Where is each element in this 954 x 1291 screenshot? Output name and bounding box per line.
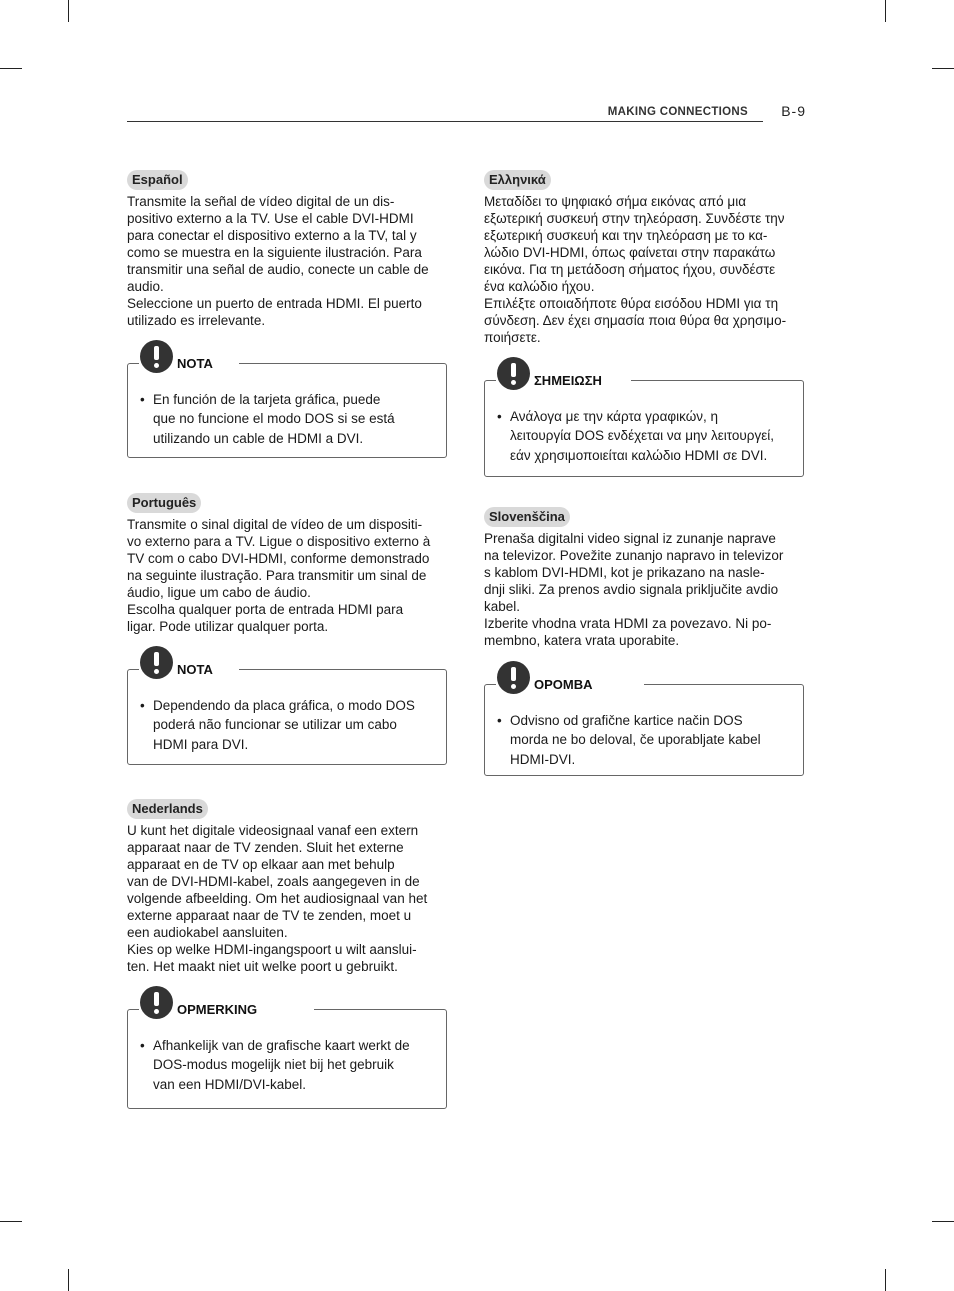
crop-mark (885, 1269, 886, 1291)
language-section-el (484, 170, 806, 346)
list-item: • Ανάλογα με την κάρτα γραφικών, η λειτουργία DOS ενδέχεται να μην λειτουργεί, εάν χρησιμοποιείται καλώδιο HDMI σε DVI. (497, 409, 774, 463)
section-body (484, 193, 806, 346)
language-section-sl (484, 507, 806, 649)
note-box (484, 661, 806, 781)
paragraph: Prenaša digitalni video signal iz zunanje naprave na televizor. Povežite zunanjo napravo in televizor s kablom DVI-HDMI, kot je prikazano na nasle- dnji sliki. Za prenos avdio signala priključite avdio kabel. (484, 531, 784, 614)
note-text: Odvisno od grafične kartice način DOS morda ne bo deloval, če uporabljate kabel HDMI-DVI. (510, 713, 761, 767)
paragraph: Escolha qualquer porta de entrada HDMI para ligar. Pode utilizar qualquer porta. (127, 602, 404, 634)
crop-mark (68, 0, 69, 22)
paragraph: Kies op welke HDMI-ingangspoort u wilt aanslui- ten. Het maakt niet uit welke poort u gebruikt. (127, 942, 417, 974)
note-list (497, 407, 790, 465)
note-label: OPMERKING (177, 1002, 258, 1017)
exclamation-icon (140, 986, 173, 1019)
crop-mark (68, 1269, 69, 1291)
note-text: Dependendo da placa gráfica, o modo DOS poderá não funcionar se utilizar um cabo HDMI para DVI. (153, 698, 415, 752)
header-rule (127, 121, 763, 122)
section-body (484, 530, 806, 649)
note-list (140, 390, 433, 448)
left-column (127, 170, 449, 1120)
page-number: B-9 (781, 103, 806, 119)
note-box (127, 646, 449, 766)
section-body (127, 822, 449, 975)
language-badge: Español (127, 170, 188, 190)
exclamation-icon (140, 340, 173, 373)
note-box (127, 340, 449, 460)
list-item: • Odvisno od grafične kartice način DOS morda ne bo deloval, če uporabljate kabel HDMI-DVI. (497, 713, 761, 767)
right-column (484, 170, 806, 790)
exclamation-icon (497, 661, 530, 694)
paragraph: Transmite o sinal digital de vídeo de um dispositi- vo externo para a TV. Ligue o dispositivo externo à TV com o cabo DVI-HDMI, conforme demonstrado na seguinte ilustração. Para transmitir um sinal de áudio, ligue um cabo de áudio. (127, 517, 431, 600)
note-label: ΣΗΜΕΙΩΣΗ (534, 373, 602, 388)
note-box (127, 986, 449, 1110)
paragraph: U kunt het digitale videosignaal vanaf een extern apparaat naar de TV zenden. Sluit het externe apparaat en de TV op elkaar aan met behulp van de DVI-HDMI-kabel, zoals aangegeven in de volgende afbeelding. Om het audiosignaal van het externe apparaat naar de TV te zenden, moet u een audiokabel aansluiten. (127, 823, 428, 940)
crop-mark (932, 68, 954, 69)
paragraph: Seleccione un puerto de entrada HDMI. El puerto utilizado es irrelevante. (127, 296, 422, 328)
language-badge: Português (127, 493, 201, 513)
crop-mark (885, 0, 886, 22)
note-label: NOTA (177, 356, 213, 371)
list-item: • Afhankelijk van de grafische kaart werkt de DOS-modus mogelijk niet bij het gebruik van een HDMI/DVI-kabel. (140, 1038, 410, 1092)
exclamation-icon (497, 357, 530, 390)
note-list (497, 711, 790, 769)
crop-mark (0, 68, 22, 69)
language-badge: Nederlands (127, 799, 208, 819)
note-list (140, 1036, 433, 1094)
language-badge: Ελληνικά (484, 170, 551, 190)
paragraph: Μεταδίδει το ψηφιακό σήμα εικόνας από μια εξωτερική συσκευή στην τηλεόραση. Συνδέστε την εξωτερική συσκευή και την τηλεόραση με το κα- λώδιο DVI-HDMI, όπως φαίνεται στην παρακάτω εικόνα. Για τη μετάδοση σήματος ήχου, συνδέστε ένα καλώδιο ήχου. (484, 194, 785, 294)
section-title: MAKING CONNECTIONS (607, 106, 748, 118)
crop-mark (932, 1221, 954, 1222)
note-label: NOTA (177, 662, 213, 677)
note-text: Ανάλογα με την κάρτα γραφικών, η λειτουργία DOS ενδέχεται να μην λειτουργεί, εάν χρησιμοποιείται καλώδιο HDMI σε DVI. (510, 409, 774, 463)
note-label: OPOMBA (534, 677, 593, 692)
language-section-es (127, 170, 449, 329)
page-header (127, 103, 806, 122)
section-body (127, 193, 449, 329)
list-item: • En función de la tarjeta gráfica, puede que no funcione el modo DOS si se está utilizando un cable de HDMI a DVI. (140, 392, 395, 446)
list-item: • Dependendo da placa gráfica, o modo DOS poderá não funcionar se utilizar um cabo HDMI para DVI. (140, 698, 415, 752)
language-badge: Slovenščina (484, 507, 570, 527)
note-list (140, 696, 433, 754)
paragraph: Επιλέξτε οποιαδήποτε θύρα εισόδου HDMI για τη σύνδεση. Δεν έχει σημασία ποια θύρα θα χρησιμο- ποιήσετε. (484, 296, 787, 345)
exclamation-icon (140, 646, 173, 679)
note-text: En función de la tarjeta gráfica, puede que no funcione el modo DOS si se está utilizando un cable de HDMI a DVI. (153, 392, 395, 446)
language-section-nl (127, 799, 449, 975)
paragraph: Izberite vhodna vrata HDMI za povezavo. Ni po- membno, katera vrata uporabite. (484, 616, 772, 648)
note-box (484, 357, 806, 481)
section-body (127, 516, 449, 635)
note-text: Afhankelijk van de grafische kaart werkt de DOS-modus mogelijk niet bij het gebruik van een HDMI/DVI-kabel. (153, 1038, 410, 1092)
crop-mark (0, 1221, 22, 1222)
language-section-pt (127, 493, 449, 635)
paragraph: Transmite la señal de vídeo digital de un dis- positivo externo a la TV. Use el cable DVI-HDMI para conectar el dispositivo externo a la TV, tal y como se muestra en la siguiente ilustración. Para transmitir una señal de audio, conecte un cable de audio. (127, 194, 429, 294)
